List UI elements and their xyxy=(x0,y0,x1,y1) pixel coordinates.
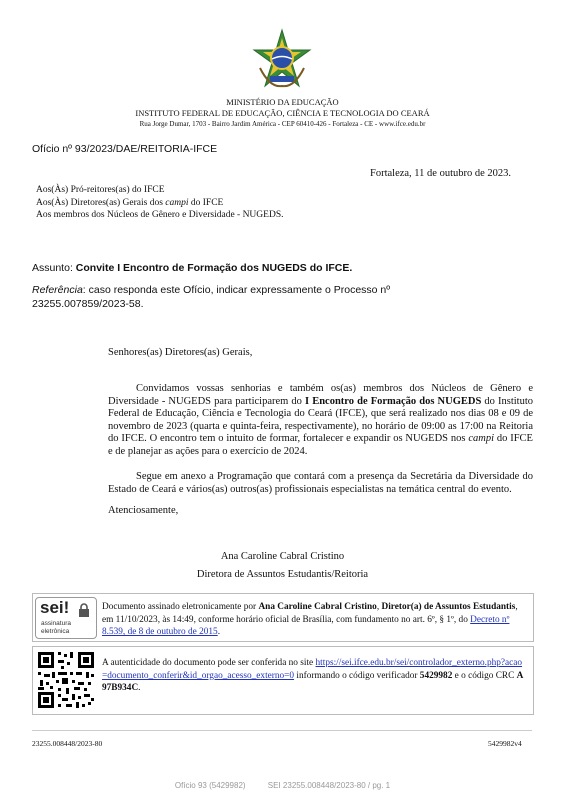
verification-text: A autenticidade do documento pode ser conferida no site https://sei.ifce.edu.br/sei/controlador_externo.php?acao=documento_conferir&id_orgao_acesso_externo=0 informando o código verificador 5429982 e o código CRC A97B934C. xyxy=(102,658,524,693)
footer-doc-version: 5429982v4 xyxy=(488,739,522,748)
body-paragraph-2: Segue em anexo a Programação que contará com a presença da Secretária da Diversidade do Estado de Ceará e vários(as) outros(as) profissionais especialistas na temática central do evento. xyxy=(108,471,533,495)
sei-logo-sub-1: assinatura xyxy=(41,620,71,627)
institute-address: Rua Jorge Dumar, 1703 - Bairro Jardim América - CEP 60410-426 - Fortaleza - CE - www.ifce.edu.br xyxy=(139,120,426,128)
closing: Atenciosamente, xyxy=(108,505,179,516)
recipient-line-2: Aos(Às) Diretores(as) Gerais dos campi do IFCE xyxy=(36,197,224,208)
qr-code-icon xyxy=(36,650,96,710)
reference-line: Referência: caso responda este Ofício, indicar expressamente o Processo nº 23255.007859/2023-58. xyxy=(32,284,391,310)
salutation: Senhores(as) Diretores(as) Gerais, xyxy=(108,347,253,358)
sei-logo-sub-2: eletrônica xyxy=(41,628,70,635)
date-line: Fortaleza, 11 de outubro de 2023. xyxy=(370,168,512,179)
verification-link[interactable]: https://sei.ifce.edu.br/sei/controlador_externo.php?acao=documento_conferir&id_orgao_acesso_externo=0 xyxy=(102,658,523,681)
signature-title: Diretora de Assuntos Estudantis/Reitoria xyxy=(196,569,369,580)
recipient-line-3: Aos membros dos Núcleos de Gênero e Diversidade - NUGEDS. xyxy=(36,210,284,220)
signature-box-text: Documento assinado eletronicamente por Ana Caroline Cabral Cristino, Diretor(a) de Assuntos Estudantis, em 11/10/2023, às 14:49, conforme horário oficial de Brasília, com fundamento no art. 6º, § 1º, do Decreto nº 8.539, de 8 de outubro de 2015. xyxy=(102,602,518,637)
lock-icon xyxy=(78,603,90,617)
signature-name: Ana Caroline Cabral Cristino xyxy=(220,551,345,562)
subject-line: Assunto: Convite I Encontro de Formação dos NUGEDS do IFCE. xyxy=(32,262,353,274)
sei-logo-text: sei! xyxy=(40,598,70,617)
office-number: Ofício nº 93/2023/DAE/REITORIA-IFCE xyxy=(32,143,218,155)
footer-divider xyxy=(32,730,532,731)
ministry-title: MINISTÉRIO DA EDUCAÇÃO xyxy=(226,97,339,107)
sei-logo xyxy=(35,597,97,639)
recipients xyxy=(36,184,283,222)
body-paragraph-1: Convidamos vossas senhorias e também os(as) membros dos Núcleos de Gênero e Diversidade - NUGEDS para participarem do I Encontro de Formação dos NUGEDS do Instituto Federal de Educação, Ciência e Tecnologia do Ceará (IFCE), que será realizado nos dias 08 e 09 de novembro de 2023 (quarta e quinta-feira, respectivamente), no horário de 09:00 as 17:00 na Reitoria do IFCE. O encontro tem o intuito de formar, fortalecer e expandir os NUGEDS nos campi do IFCE e de planejar as ações para o exercício de 2024. xyxy=(108,383,534,457)
brasao-emblem xyxy=(250,28,314,92)
decree-link[interactable]: Decreto nº 8.539, de 8 de outubro de 2015 xyxy=(102,614,510,637)
footer-process-number: 23255.008448/2023-80 xyxy=(32,739,103,748)
page-footer: Ofício 93 (5429982) SEI 23255.008448/2023-80 / pg. 1 xyxy=(174,781,391,790)
recipient-line-1: Aos(Às) Pró-reitores(as) do IFCE xyxy=(36,185,165,195)
institute-title: INSTITUTO FEDERAL DE EDUCAÇÃO, CIÊNCIA E TECNOLOGIA DO CEARÁ xyxy=(135,108,430,118)
